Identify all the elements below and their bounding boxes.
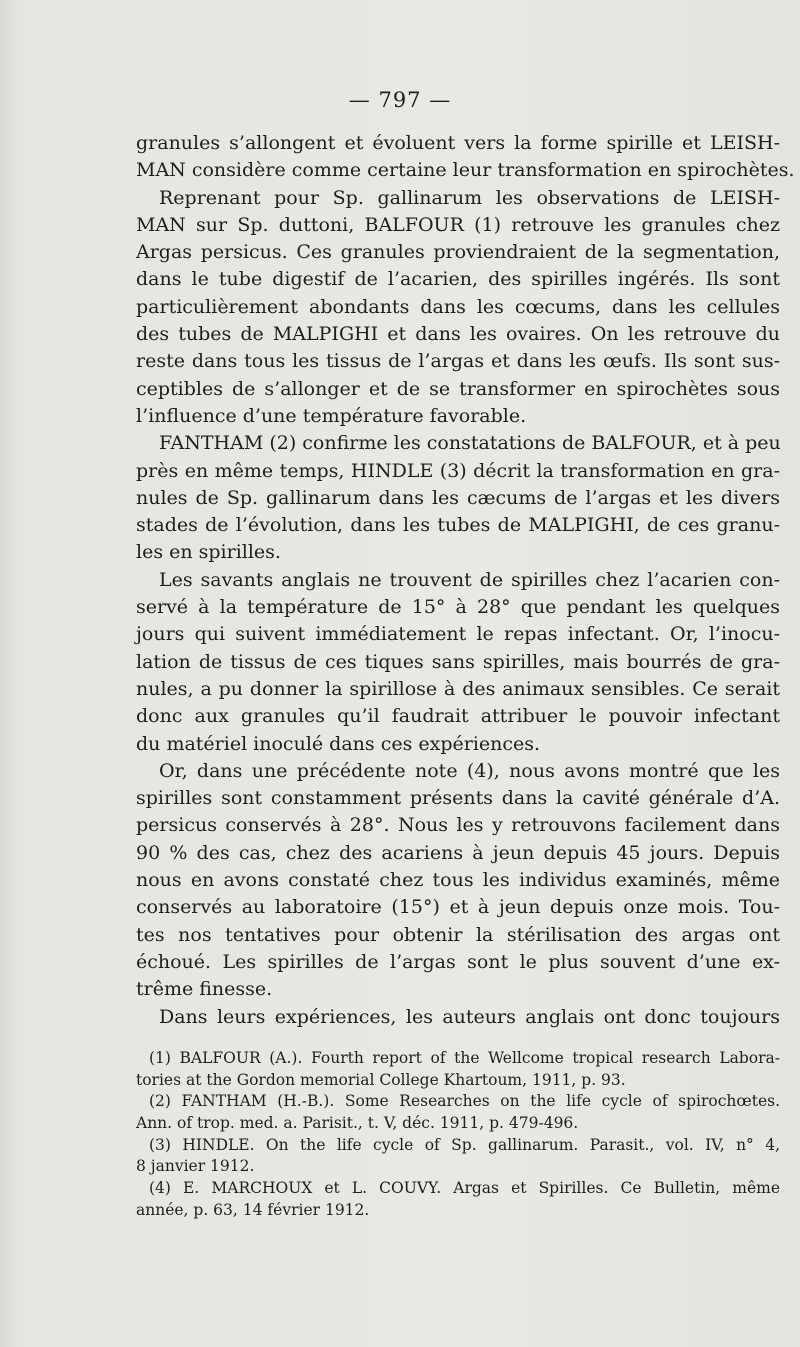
text-line: conservés au laboratoire (15°) et à jeun depuis onze mois. Tou- [136,896,780,919]
text-line: MAN considère comme certaine leur transformation en spirochètes. [136,159,795,182]
footnote-line: (1) BALFOUR (A.). Fourth report of the Wellcome tropical research Labora- [149,1049,780,1067]
text-line: ceptibles de s’allonger et de se transformer en spirochètes sous [136,377,780,400]
text-line: l’influence d’une température favorable. [136,404,527,427]
text-line: Reprenant pour Sp. gallinarum les observations de LEISH- [159,186,780,209]
text-line: 90 % des cas, chez des acariens à jeun depuis 45 jours. Depuis [136,841,780,864]
body-text [136,130,795,1031]
text-line: trême finesse. [136,978,273,1001]
footnote-line: Ann. of trop. med. a. Parisit., t. V, déc. 1911, p. 479-496. [136,1114,579,1133]
footnote-line: année, p. 63, 14 février 1912. [136,1200,370,1219]
footnote-line: tories at the Gordon memorial College Khartoum, 1911, p. 93. [136,1070,626,1089]
text-line: stades de l’évolution, dans les tubes de MALPIGHI, de ces granu- [136,514,780,537]
footnote-line: (2) FANTHAM (H.-B.). Some Researches on the life cycle of spirochœtes. [149,1092,780,1111]
text-line: tes nos tentatives pour obtenir la stérilisation des argas ont [136,923,780,946]
text-line: lation de tissus de ces tiques sans spirilles, mais bourrés de gra- [136,650,780,673]
text-line: granules s’allongent et évoluent vers la forme spirille et LEISH- [136,132,780,154]
text-line: Dans leurs expériences, les auteurs anglais ont donc toujours [159,1005,780,1028]
text-line: nules, a pu donner la spirillose à des animaux sensibles. Ce serait [136,677,780,700]
footnote-line: 8 janvier 1912. [136,1157,255,1176]
text-line: particulièrement abondants dans les cœcums, dans les cellules [136,295,780,318]
text-line: nules de Sp. gallinarum dans les cæcums de l’argas et les divers [136,486,780,509]
footnote-line: (3) HINDLE. On the life cycle of Sp. gallinarum. Parasit., vol. IV, n° 4, [149,1135,780,1154]
text-line: persicus conservés à 28°. Nous les y retrouvons facilement dans [136,814,780,837]
text-line: échoué. Les spirilles de l’argas sont le plus souvent d’une ex- [136,950,780,973]
text-line: jours qui suivent immédiatement le repas infectant. Or, l’inocu- [136,623,780,646]
footnote-line: (4) E. MARCHOUX et L. COUVY. Argas et Spirilles. Ce Bulletin, même [149,1179,780,1198]
text-line: Or, dans une précédente note (4), nous avons montré que les [159,759,780,782]
text-line: spirilles sont constamment présents dans la cavité générale d’A. [136,787,780,810]
text-line: dans le tube digestif de l’acarien, des spirilles ingérés. Ils sont [136,268,780,291]
text-line: Argas persicus. Ces granules proviendraient de la segmentation, [136,241,780,264]
text-line: du matériel inoculé dans ces expériences. [136,732,541,755]
text-line: nous en avons constaté chez tous les individus examinés, même [136,869,780,892]
page-number: — 797 — [348,88,452,112]
text-line: FANTHAM (2) confirme les constatations de BALFOUR, et à peu [159,432,781,455]
text-line: les en spirilles. [136,541,281,564]
text-line: reste dans tous les tissus de l’argas et dans les œufs. Ils sont sus- [136,350,780,373]
text-line: près en même temps, HINDLE (3) décrit la transformation en gra- [136,459,780,482]
text-line: des tubes de MALPIGHI et dans les ovaires. On les retrouve du [136,323,780,346]
text-line: servé à la température de 15° à 28° que pendant les quelques [136,596,780,619]
text-line: Les savants anglais ne trouvent de spirilles chez l’acarien con- [159,568,780,591]
footnotes [136,1048,780,1222]
text-line: MAN sur Sp. duttoni, BALFOUR (1) retrouve les granules chez [136,213,780,236]
text-line: donc aux granules qu’il faudrait attribuer le pouvoir infectant [136,705,780,728]
